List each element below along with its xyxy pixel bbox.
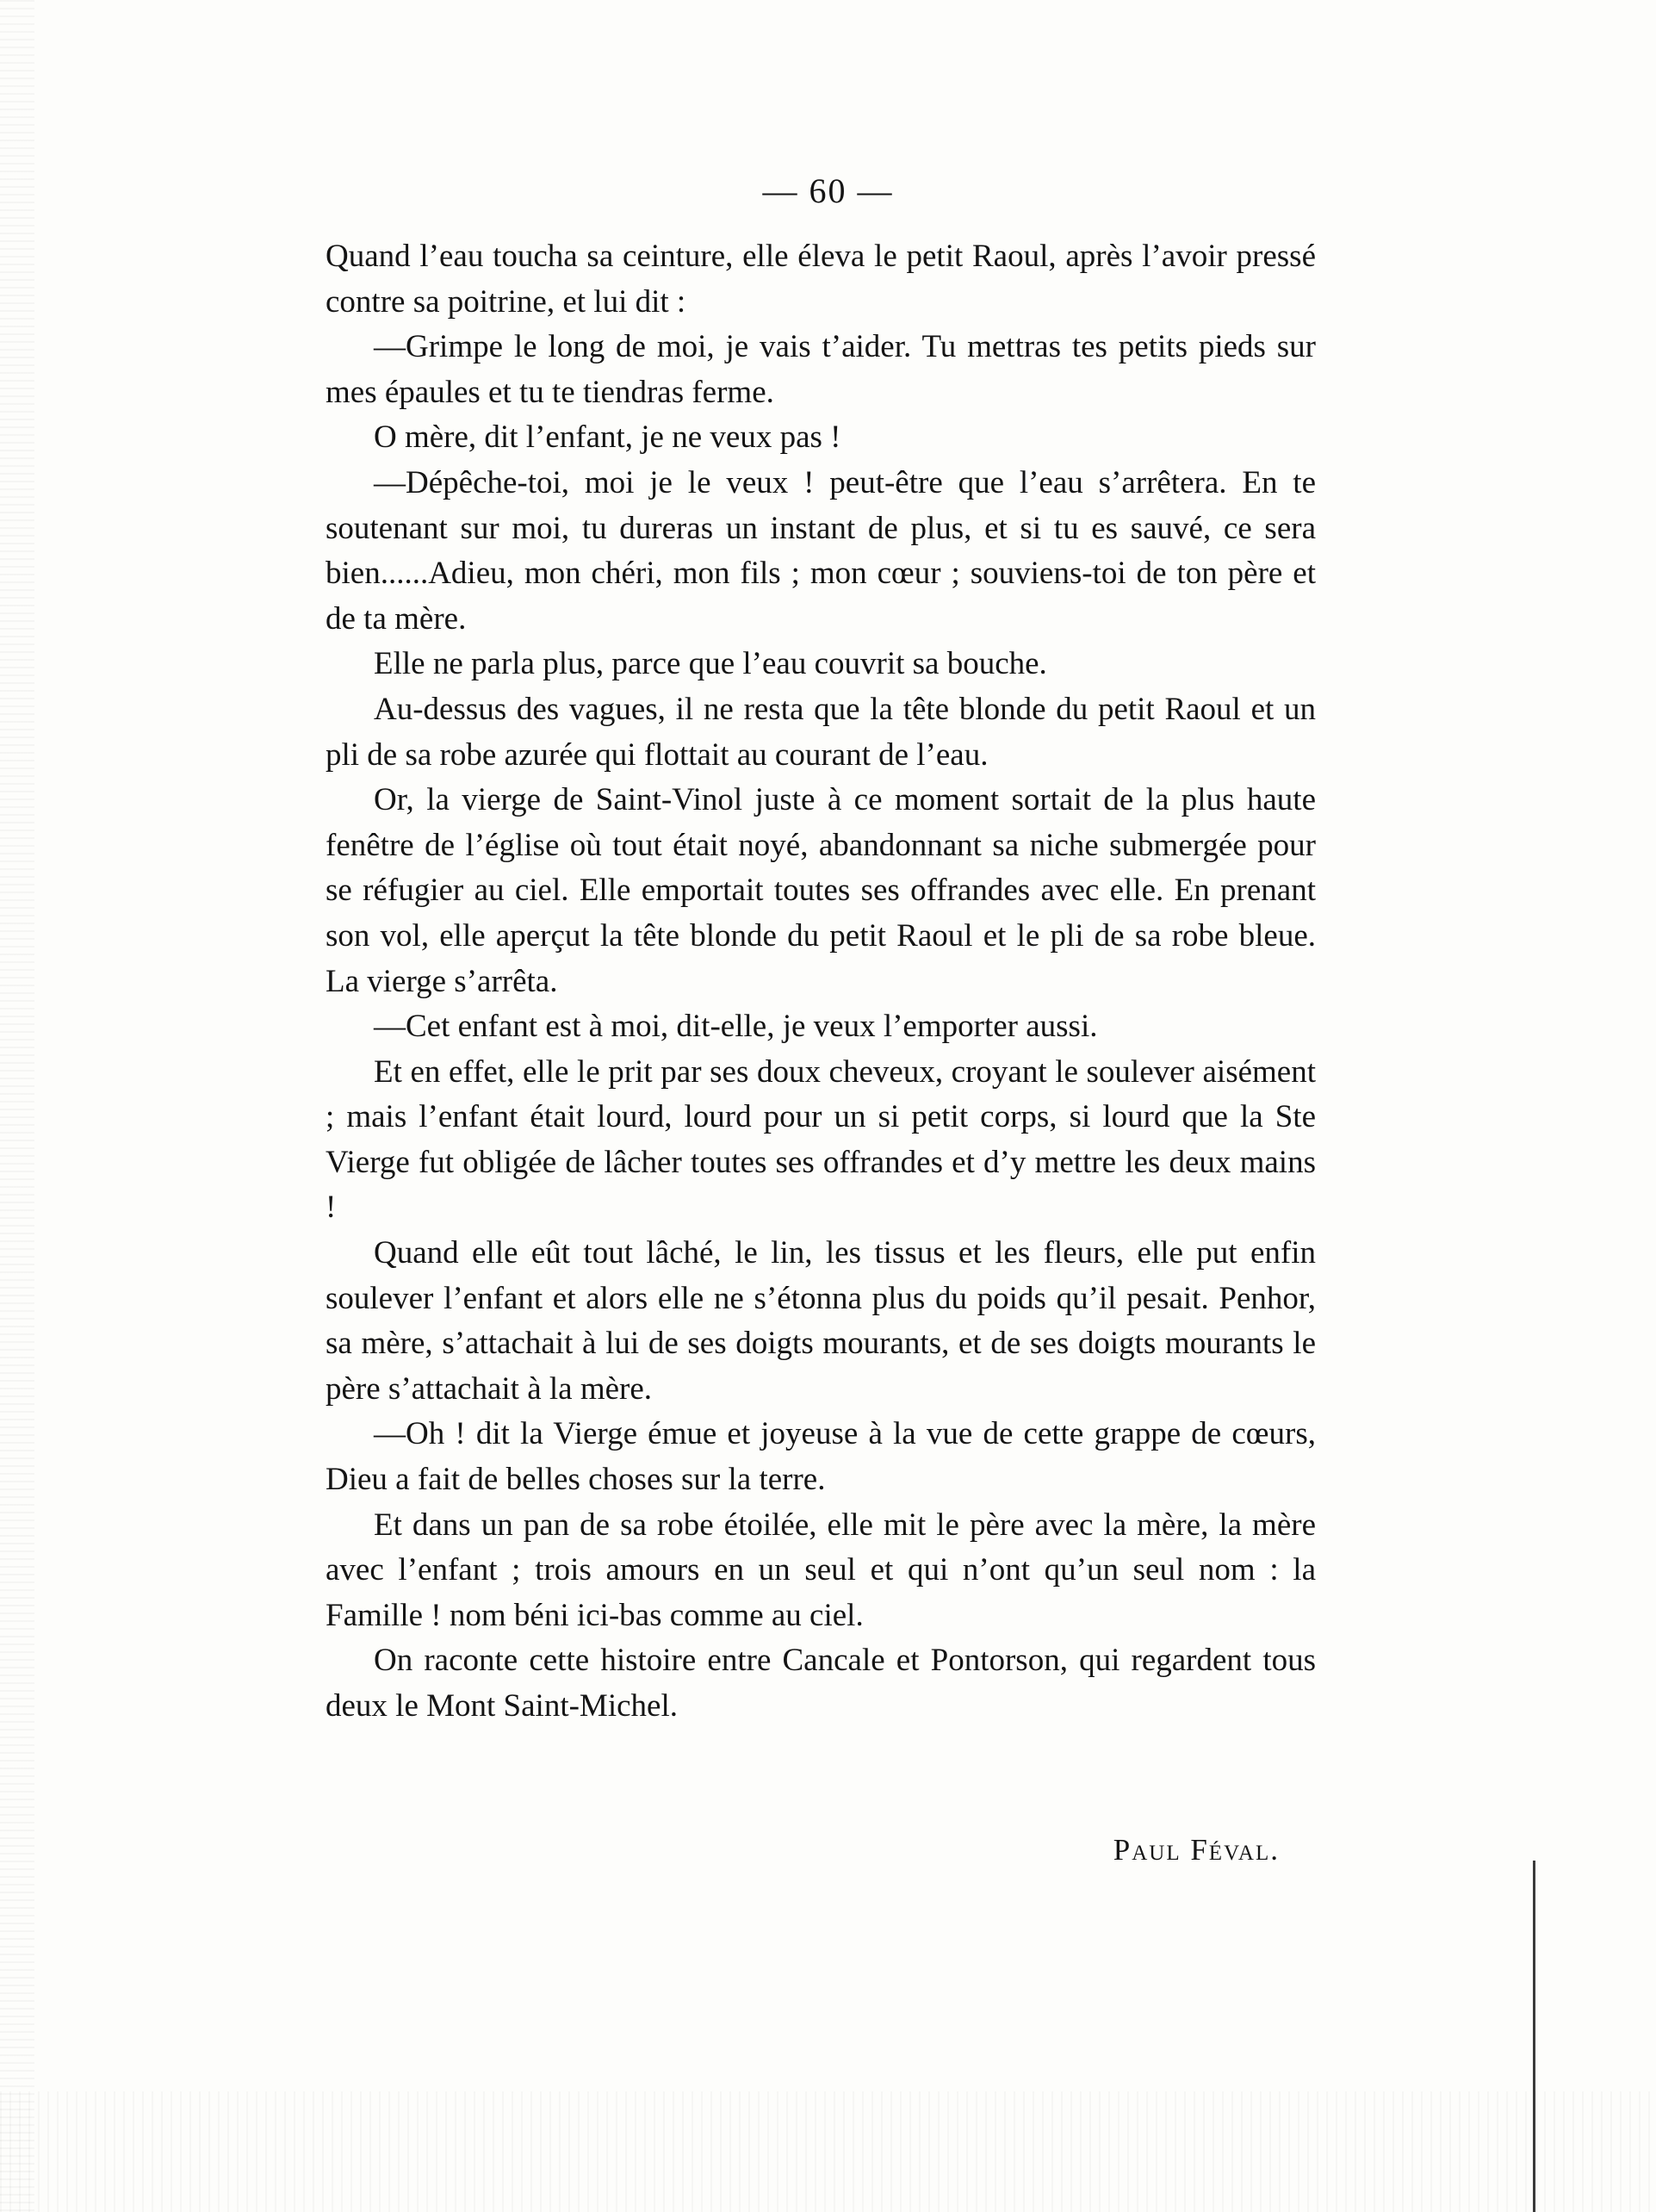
- paragraph: Elle ne parla plus, parce que l’eau couvrit sa bouche.: [374, 646, 1047, 682]
- author-signature: Paul Féval.: [1113, 1833, 1280, 1867]
- paragraph: —Cet enfant est à moi, dit-elle, je veux l’emporter aussi.: [374, 1009, 1098, 1045]
- paragraph: —Oh ! dit la Vierge émue et joyeuse à la vue de cette grappe de cœurs, Dieu a fait de belles choses sur la terre.: [326, 1416, 1316, 1498]
- paragraph: Au-dessus des vagues, il ne resta que la tête blonde du petit Raoul et un pli de sa robe azurée qui flottait au courant de l’eau.: [326, 691, 1316, 773]
- page-number: — 60 —: [762, 171, 894, 210]
- binding-edge: [1533, 1861, 1535, 2212]
- body-text: [326, 234, 1316, 1730]
- paragraph: Quand elle eût tout lâché, le lin, les tissus et les fleurs, elle put enfin soulever l’enfant et alors elle ne s’étonna plus du poids qu’il pesait. Penhor, sa mère, s’attachait à lui de ses doigts mourants, et de ses doigts mourants le père s’attachait à la mère.: [326, 1235, 1316, 1407]
- paragraph: Et dans un pan de sa robe étoilée, elle mit le père avec la mère, la mère avec l’enfant ; trois amours en un seul et qui n’ont qu’un seul nom : la Famille ! nom béni ici-bas comme au ciel.: [326, 1507, 1316, 1633]
- paragraph: Quand l’eau toucha sa ceinture, elle éleva le petit Raoul, après l’avoir pressé contre sa poitrine, et lui dit :: [326, 239, 1316, 320]
- paragraph: —Dépêche-toi, moi je le veux ! peut-être que l’eau s’arrêtera. En te soutenant sur moi, tu dureras un instant de plus, et si tu es sauvé, ce sera bien......Adieu, mon chéri, mon fils ; mon cœur ; souviens-toi de ton père et de ta mère.: [326, 464, 1316, 637]
- paragraph: Et en effet, elle le prit par ses doux cheveux, croyant le soulever aisément ; mais l’enfant était lourd, lourd pour un si petit corps, si lourd que la Ste Vierge fut obligée de lâcher toutes ses offrandes et d’y mettre les deux mains !: [326, 1053, 1316, 1226]
- paragraph: Or, la vierge de Saint-Vinol juste à ce moment sortait de la plus haute fenêtre de l’église où tout était noyé, abandonnant sa niche submergée pour se réfugier au ciel. Elle emportait toutes ses offrandes avec elle. En prenant son vol, elle aperçut la tête blonde du petit Raoul et le pli de sa robe bleue. La vierge s’arrêta.: [326, 782, 1316, 999]
- scan-noise-left: [0, 0, 34, 2212]
- paragraph: O mère, dit l’enfant, je ne veux pas !: [374, 419, 841, 456]
- paragraph: —Grimpe le long de moi, je vais t’aider. Tu mettras tes petits pieds sur mes épaules et tu te tiendras ferme.: [326, 329, 1316, 410]
- paragraph: On raconte cette histoire entre Cancale et Pontorson, qui regardent tous deux le Mont Saint-Michel.: [326, 1643, 1316, 1724]
- scan-noise-bottom: [0, 2091, 1656, 2212]
